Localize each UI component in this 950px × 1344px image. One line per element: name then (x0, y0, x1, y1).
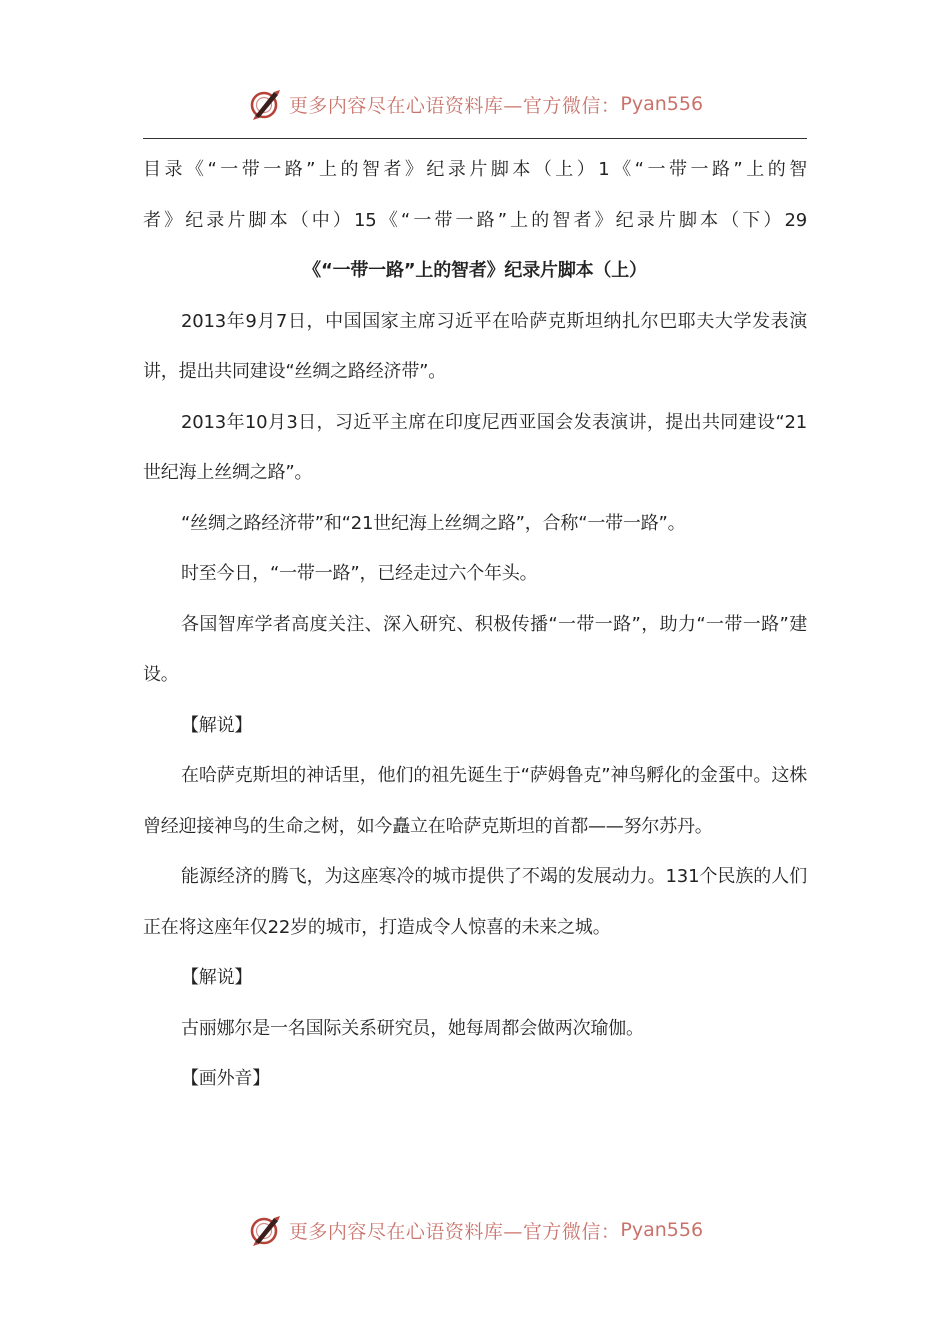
header-divider (143, 138, 807, 139)
paragraph: 各国智库学者高度关注、深入研究、积极传播“一带一路”，助力“一带一路”建设。 (143, 613, 807, 685)
toc-line-2: 者》纪录片脚本（中）15《“一带一路”上的智者》纪录片脚本（下）29 (143, 209, 807, 231)
paragraph: 时至今日，“一带一路”，已经走过六个年头。 (181, 563, 538, 584)
section-label: 【画外音】 (181, 1068, 270, 1089)
pen-circle-logo-icon (247, 1212, 283, 1248)
section-label: 【解说】 (181, 714, 253, 736)
paragraph: 2013年10月3日，习近平主席在印度尼西亚国会发表演讲，提出共同建设“21世纪海上丝绸之路”。 (143, 411, 807, 483)
header-banner-text: 更多内容尽在心语资料库—官方微信： (288, 94, 621, 117)
paragraph: 2013年9月7日，中国国家主席习近平在哈萨克斯坦纳扎尔巴耶夫大学发表演讲，提出共同建设“丝绸之路经济带”。 (143, 310, 807, 382)
pen-circle-logo-icon (247, 86, 283, 122)
paragraph: “丝绸之路经济带”和“21世纪海上丝绸之路”，合称“一带一路”。 (181, 512, 686, 534)
section-label: 【解说】 (181, 967, 253, 988)
footer-banner-text: 更多内容尽在心语资料库—官方微信： (288, 1220, 621, 1243)
footer-wechat-id: Pyan556 (620, 1219, 704, 1241)
paragraph: 在哈萨克斯坦的神话里，他们的祖先诞生于“萨姆鲁克”神鸟孵化的金蛋中。这株曾经迎接神鸟的生命之树，如今矗立在哈萨克斯坦的首都——努尔苏丹。 (143, 765, 807, 837)
document-body (143, 145, 807, 1105)
header-wechat-id: Pyan556 (620, 93, 704, 115)
document-title: 《“一带一路”上的智者》纪录片脚本（上） (303, 260, 647, 281)
toc-line-1: 目录《“一带一路”上的智者》纪录片脚本（上）1《“一带一路”上的智 (143, 159, 807, 180)
paragraph: 能源经济的腾飞，为这座寒冷的城市提供了不竭的发展动力。131个民族的人们正在将这座年仅22岁的城市，打造成令人惊喜的未来之城。 (143, 866, 807, 938)
paragraph: 古丽娜尔是一名国际关系研究员，她每周都会做两次瑜伽。 (181, 1017, 644, 1039)
footer-banner (0, 1210, 950, 1250)
header-banner (0, 84, 950, 124)
